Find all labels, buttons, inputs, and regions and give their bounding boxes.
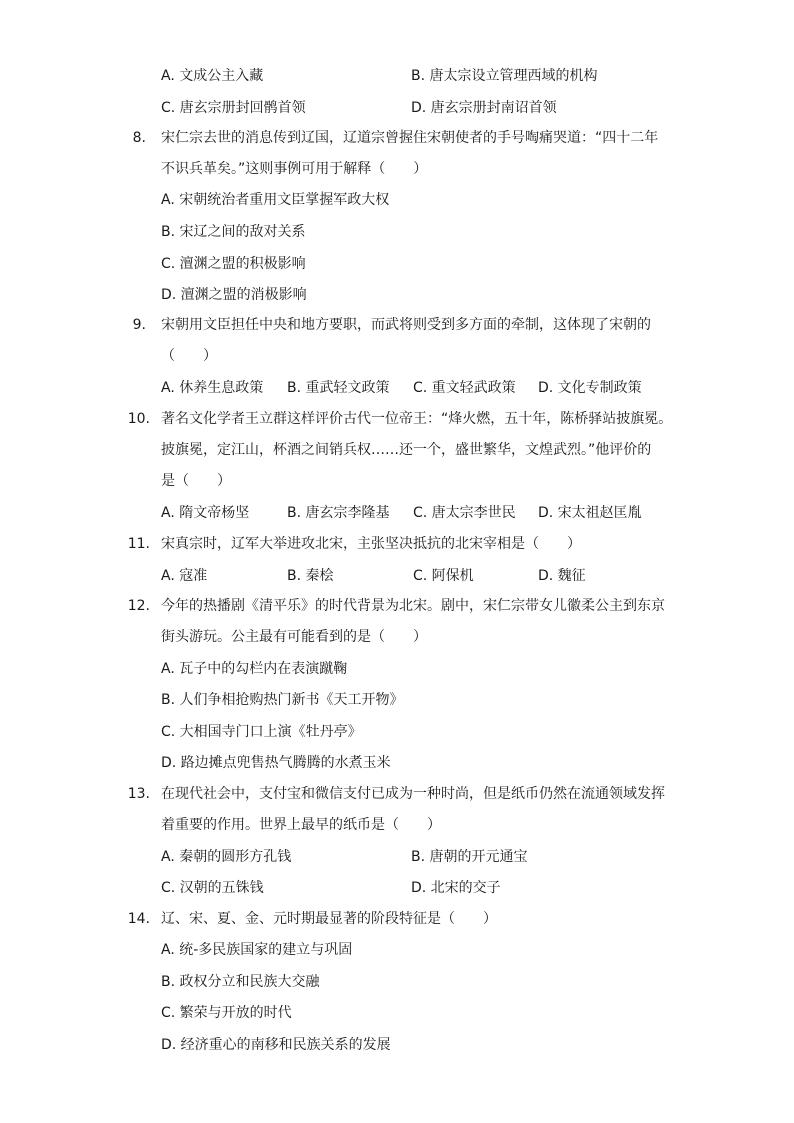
q9-option-b: B. 重武轻文政策 [287, 380, 390, 396]
q14-stem-line: 辽、宋、夏、金、元时期最显著的阶段特征是（ ） [161, 911, 497, 927]
q8-option-d: D. 澶渊之盟的消极影响 [161, 287, 307, 303]
q9-stem-line: （ ） [161, 348, 217, 364]
q7-option-c: C. 唐玄宗册封回鹘首领 [161, 100, 306, 116]
q9-stem-line: 宋朝用文臣担任中央和地方要职，而武将则受到多方面的牵制，这体现了宋朝的 [161, 317, 651, 333]
q14-option-c: C. 繁荣与开放的时代 [161, 1005, 292, 1021]
q10-stem-line: 是（ ） [161, 473, 231, 489]
q11-option-c: C. 阿保机 [413, 568, 474, 584]
q8-option-c: C. 澶渊之盟的积极影响 [161, 256, 306, 272]
q11-number: 11. [127, 536, 150, 552]
q11-option-a: A. 寇准 [161, 568, 208, 584]
q13-stem-line: 着重要的作用。世界上最早的纸币是（ ） [161, 817, 441, 833]
q12-option-a: A. 瓦子中的勾栏内在表演蹴鞠 [161, 661, 348, 677]
q12-number: 12. [127, 598, 150, 614]
q7-option-a: A. 文成公主入藏 [161, 68, 264, 84]
q10-option-a: A. 隋文帝杨坚 [161, 505, 250, 521]
q10-stem-line: 著名文化学者王立群这样评价古代一位帝王：“烽火燃，五十年，陈桥驿站披旗冕。 [161, 411, 673, 427]
q13-option-a: A. 秦朝的圆形方孔钱 [161, 849, 292, 865]
q8-option-b: B. 宋辽之间的敌对关系 [161, 224, 306, 240]
q14-number: 14. [127, 911, 150, 927]
q12-option-d: D. 路边摊点兜售热气腾腾的水煮玉米 [161, 755, 391, 771]
q9-option-c: C. 重文轻武政策 [413, 380, 516, 396]
q8-stem-line: 不识兵革矣。”这则事例可用于解释（ ） [161, 161, 428, 177]
q7-option-b: B. 唐太宗设立管理西域的机构 [411, 68, 598, 84]
q8-number: 8. [132, 130, 146, 146]
q10-number: 10. [127, 411, 150, 427]
q10-option-b: B. 唐玄宗李隆基 [287, 505, 390, 521]
q13-option-b: B. 唐朝的开元通宝 [411, 849, 528, 865]
q14-option-b: B. 政权分立和民族大交融 [161, 974, 320, 990]
q9-option-a: A. 休养生息政策 [161, 380, 264, 396]
q14-option-d: D. 经济重心的南移和民族关系的发展 [161, 1037, 391, 1053]
q11-stem-line: 宋真宗时，辽军大举进攻北宋，主张坚决抵抗的北宋宰相是（ ） [161, 536, 581, 552]
q10-stem-line: 披旗冕，定江山，杯酒之间销兵权……还一个，盛世繁华，文煌武烈。”他评价的 [161, 442, 652, 458]
q7-option-d: D. 唐玄宗册封南诏首领 [411, 100, 557, 116]
q12-option-b: B. 人们争相抢购热门新书《天工开物》 [161, 692, 404, 708]
q11-option-b: B. 秦桧 [287, 568, 334, 584]
q14-option-a: A. 统-多民族国家的建立与巩固 [161, 942, 353, 958]
q11-option-d: D. 魏征 [538, 568, 586, 584]
q10-option-c: C. 唐太宗李世民 [413, 505, 516, 521]
q8-option-a: A. 宋朝统治者重用文臣掌握军政大权 [161, 192, 390, 208]
q13-option-c: C. 汉朝的五铢钱 [161, 880, 264, 896]
q9-number: 9. [132, 317, 146, 333]
q13-option-d: D. 北宋的交子 [411, 880, 501, 896]
q8-stem-line: 宋仁宗去世的消息传到辽国，辽道宗曾握住宋朝使者的手号啕痛哭道：“四十二年 [161, 130, 659, 146]
q10-option-d: D. 宋太祖赵匡胤 [538, 505, 642, 521]
q12-stem-line: 今年的热播剧《清平乐》的时代背景为北宋。剧中，宋仁宗带女儿徽柔公主到东京 [161, 598, 665, 614]
q9-option-d: D. 文化专制政策 [538, 380, 642, 396]
q12-stem-line: 街头游玩。公主最有可能看到的是（ ） [161, 629, 427, 645]
q12-option-c: C. 大相国寺门口上演《牡丹亭》 [161, 724, 362, 740]
q13-stem-line: 在现代社会中，支付宝和微信支付已成为一种时尚，但是纸币仍然在流通领域发挥 [161, 786, 665, 802]
q13-number: 13. [127, 786, 150, 802]
